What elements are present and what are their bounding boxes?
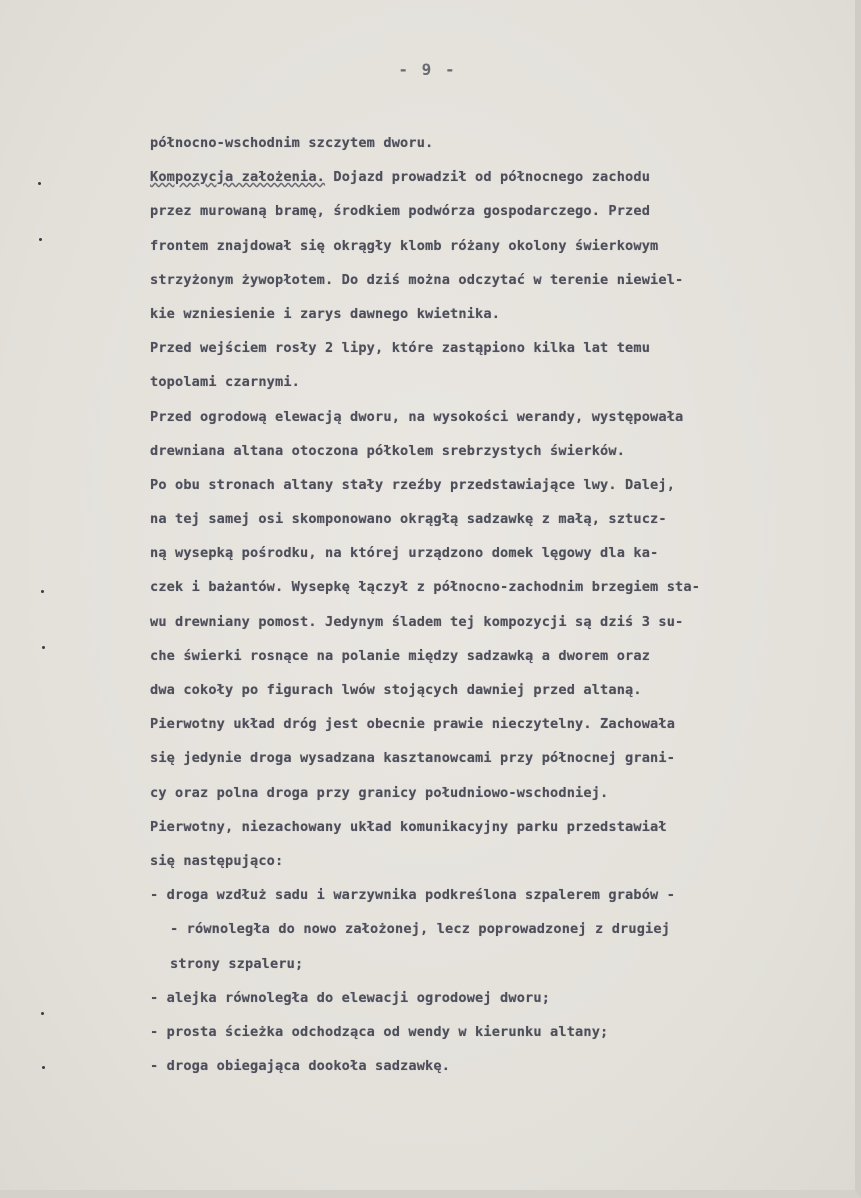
text-line: ną wysepką pośrodku, na której urządzono domek lęgowy dla ka- [150,545,659,562]
text-line: północno-wschodnim szczytem dworu. [150,135,434,151]
text-line: Kompozycja założenia. Dojazd prowadził od północnego zachodu [150,169,651,186]
text-line: Przed ogrodową elewacją dworu, na wysokości werandy, występowała [150,408,684,425]
text-line: się jedynie droga wysadzana kasztanowcami przy północnej grani- [150,750,676,767]
list-item: - prosta ścieżka odchodząca od wendy w kierunku altany; [150,1023,609,1040]
typescript-body [150,126,840,1083]
text-line: przez murowaną bramę, środkiem podwórza gospodarczego. Przed [150,203,651,220]
page-number: - 9 - [398,60,457,79]
margin-mark [39,238,42,241]
list-item: - droga wzdłuż sadu i warzywnika podkreślona szpalerem grabów - [150,887,676,904]
text-line: topolami czarnymi. [150,374,301,391]
text-line: Przed wejściem rosły 2 lipy, które zastąpiono kilka lat temu [150,340,651,357]
list-item: - alejka równoległa do elewacji ogrodowej dworu; [150,989,551,1006]
list-item-continuation: - równoległa do nowo założonej, lecz poprowadzonej z drugiej [170,921,671,938]
list-item: - droga obiegająca dookoła sadzawkę. [150,1058,451,1075]
text-line: strzyżonym żywopłotem. Do dziś można odczytać w terenie niewiel- [150,271,684,288]
text-line: drewniana altana otoczona półkolem srebrzystych świerków. [150,442,626,459]
text-line: che świerki rosnące na polanie między sadzawką a dworem oraz [150,647,651,664]
text-line: na tej samej osi skomponowano okrągłą sadzawkę z małą, sztucz- [150,511,667,528]
list-item-continuation: strony szpaleru; [170,955,304,972]
text-line: cy oraz polna droga przy granicy południowo-wschodniej. [150,784,609,801]
margin-mark [41,590,44,593]
text-line: dwa cokoły po figurach lwów stojących dawniej przed altaną. [150,682,642,698]
margin-mark [42,646,45,649]
text-line: wu drewniany pomost. Jedynym śladem tej kompozycji są dziś 3 su- [150,613,684,630]
text-line: czek i bażantów. Wysepkę łączył z północno-zachodnim brzegiem sta- [150,579,701,596]
text-line: Pierwotny, niezachowany układ komunikacyjny parku przedstawiał [150,818,667,835]
text-line: się następująco: [150,852,284,869]
text-line: kie wzniesienie i zarys dawnego kwietnika. [150,305,501,322]
margin-mark [42,1066,45,1069]
margin-mark [38,182,41,185]
section-heading: Kompozycja założenia. [150,169,326,186]
margin-mark [41,1012,44,1015]
text-line: Pierwotny układ dróg jest obecnie prawie nieczytelny. Zachowała [150,716,676,733]
text-line: frontem znajdował się okrągły klomb różany okolony świerkowym [150,237,659,254]
text-line: Po obu stronach altany stały rzeźby przedstawiające lwy. Dalej, [150,476,676,493]
